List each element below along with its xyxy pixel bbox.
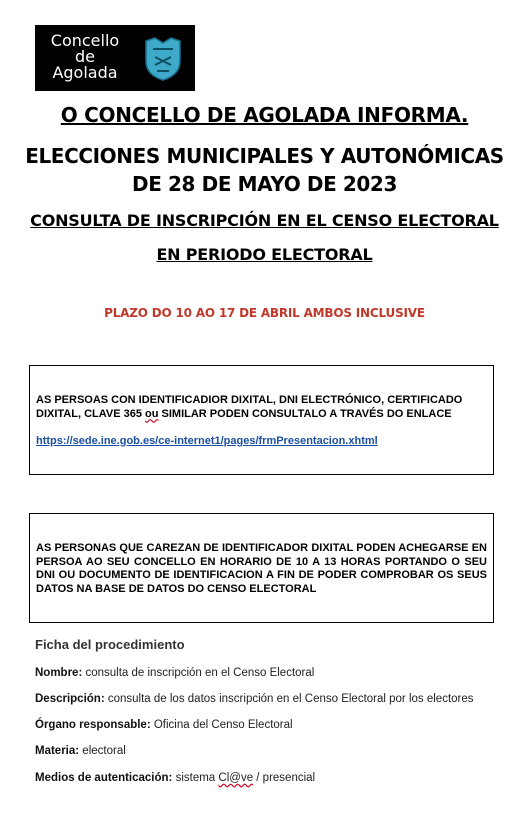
digital-id-text-ou: ou	[145, 407, 159, 420]
consulta-heading-line-2: EN PERIODO ELECTORAL	[156, 245, 373, 264]
medios-value-b: / presencial	[253, 772, 316, 784]
descripcion-label: Descripción:	[35, 693, 105, 705]
in-person-text: AS PERSONAS QUE CAREZAN DE IDENTIFICADOR DIXITAL PODEN ACHEGARSE EN PERSOA AO SEU CONCELLO EN HORARIO DE 10 A 13 HORAS PORTANDO O SEU DNI OU DOCUMENTO DE IDENTIFICACION A FIN DE PODER COMPROBAR OS SEUS DATOS NA BASE DE DATOS DO CENSO ELECTORAL	[36, 542, 487, 595]
logo-line-1: Concello	[50, 31, 120, 50]
digital-id-text	[36, 394, 487, 421]
medios-label: Medios de autenticación:	[35, 772, 173, 784]
election-heading-line-1: ELECCIONES MUNICIPALES Y AUTONÓMICAS	[25, 144, 504, 168]
ficha-row-nombre	[35, 667, 314, 679]
medios-value-a: sistema	[172, 772, 219, 784]
descripcion-value: consulta de los datos inscripción en el Censo Electoral por los electores	[104, 693, 474, 705]
organo-value: Oficina del Censo Electoral	[150, 719, 293, 731]
ine-consulta-link[interactable]: https://sede.ine.gob.es/ce-internet1/pages/frmPresentacion.xhtml	[36, 435, 378, 447]
ficha-row-medios	[35, 772, 315, 784]
medios-value-clave: Cl@ve	[218, 772, 254, 784]
in-person-box	[29, 513, 494, 623]
organo-label: Órgano responsable:	[35, 719, 151, 731]
plazo-notice: PLAZO DO 10 AO 17 DE ABRIL AMBOS INCLUSIVE	[104, 306, 425, 320]
election-heading-line-2: DE 28 DE MAYO DE 2023	[132, 172, 397, 196]
nombre-label: Nombre:	[35, 667, 83, 679]
concello-logo	[35, 25, 195, 91]
ficha-row-organo	[35, 719, 293, 731]
logo-line-3: Agolada	[52, 63, 118, 82]
consulta-heading-line-1: CONSULTA DE INSCRIPCIÓN EN EL CENSO ELECTORAL	[30, 211, 499, 230]
page-title: O CONCELLO DE AGOLADA INFORMA.	[60, 103, 469, 127]
digital-id-box	[29, 365, 494, 475]
shield-crest-icon	[143, 35, 183, 81]
ficha-row-descripcion	[35, 693, 474, 705]
logo-text	[41, 33, 129, 81]
materia-value: electoral	[79, 745, 126, 757]
logo-line-2: de	[75, 47, 95, 66]
nombre-value: consulta de inscripción en el Censo Electoral	[82, 667, 315, 679]
election-heading	[0, 142, 529, 198]
digital-id-text-a: AS PERSOAS CON IDENTIFICADIOR DIXITAL, DNI ELECTRÓNICO, CERTIFICADO DIXITAL, CLAVE 365	[36, 394, 463, 420]
materia-label: Materia:	[35, 745, 80, 757]
ficha-row-materia	[35, 745, 126, 757]
digital-id-text-b: SIMILAR PODEN CONSULTALO A TRAVÉS DO ENLACE	[158, 407, 452, 420]
ficha-title: Ficha del procedimiento	[35, 637, 185, 652]
